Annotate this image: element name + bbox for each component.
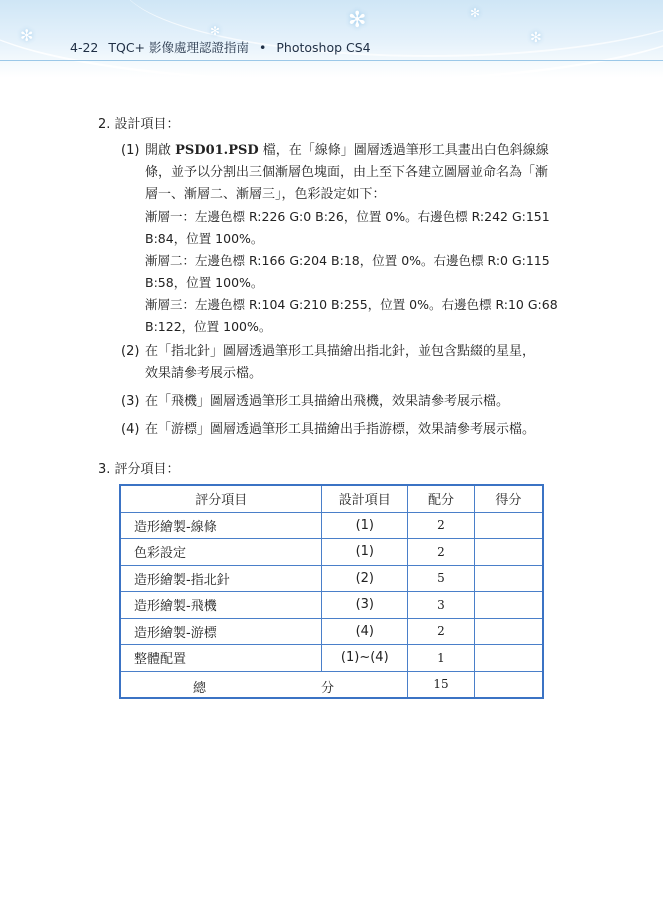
gradient-spec: B:84，位置 100%。: [145, 231, 264, 246]
column-header: 得分: [474, 485, 543, 512]
file-name: PSD01.PSD: [175, 143, 259, 158]
item-text: 條，並予以分割出三個漸層色塊面，由上至下各建立圖層並命名為「漸: [145, 165, 549, 180]
table-row: [120, 512, 543, 539]
design-ref: (4): [322, 618, 408, 645]
score-cell: [474, 592, 543, 619]
sparkle-icon: ✻: [20, 26, 34, 45]
gradient-spec: B:122，位置 100%。: [145, 319, 272, 334]
score-cell: [474, 539, 543, 566]
total-label-char: 總: [193, 680, 207, 696]
scoring-item: 造形繪製-指北針: [120, 565, 322, 592]
sparkle-icon: ✻: [348, 8, 367, 33]
points: 2: [408, 539, 475, 566]
table-row: [120, 645, 543, 672]
item-number: (3): [121, 394, 140, 409]
score-cell: [474, 512, 543, 539]
score-cell: [474, 618, 543, 645]
gradient-spec: 漸層二：左邊色標 R:166 G:204 B:18，位置 0%。右邊色標 R:0 G:115: [145, 253, 550, 268]
book-title: TQC+ 影像處理認證指南: [108, 40, 250, 55]
item-3: [121, 391, 581, 413]
item-text: 開啟: [145, 143, 176, 158]
points: 3: [408, 592, 475, 619]
page-number: 4-22: [70, 40, 99, 55]
item-text: 效果請參考展示檔。: [145, 366, 263, 381]
section-2-title: 2. 設計項目：: [98, 117, 180, 132]
scoring-item: 造形繪製-線條: [120, 512, 322, 539]
design-ref: (1)~(4): [322, 645, 408, 672]
header-bullet: •: [259, 40, 267, 55]
item-1: [121, 140, 581, 338]
column-header: 設計項目: [322, 485, 408, 512]
sparkle-icon: ✻: [530, 30, 542, 46]
item-number: (4): [121, 422, 140, 437]
table-header-row: [120, 485, 543, 512]
sparkle-icon: ✻: [210, 24, 221, 38]
score-cell: [474, 565, 543, 592]
total-points: 15: [408, 671, 475, 698]
points: 2: [408, 512, 475, 539]
design-ref: (1): [322, 512, 408, 539]
running-header: [70, 38, 377, 56]
points: 2: [408, 618, 475, 645]
section-3-title: 3. 評分項目：: [98, 462, 180, 477]
scoring-item: 整體配置: [120, 645, 322, 672]
table-row: [120, 618, 543, 645]
item-text: 層一、漸層二、漸層三」，色彩設定如下：: [145, 187, 386, 202]
item-text: 在「飛機」圖層透過筆形工具描繪出飛機，效果請參考展示檔。: [145, 394, 510, 409]
total-score-cell: [474, 671, 543, 698]
points: 1: [408, 645, 475, 672]
scoring-item: 造形繪製-游標: [120, 618, 322, 645]
scoring-item: 色彩設定: [120, 539, 322, 566]
column-header: 配分: [408, 485, 475, 512]
design-ref: (1): [322, 539, 408, 566]
gradient-spec: 漸層三：左邊色標 R:104 G:210 B:255，位置 0%。右邊色標 R:10 G:68: [145, 297, 558, 312]
table-row: [120, 592, 543, 619]
table-row: [120, 539, 543, 566]
item-text: 檔，在「線條」圖層透過筆形工具畫出白色斜線線: [258, 143, 549, 158]
design-ref: (3): [322, 592, 408, 619]
item-text: 在「指北針」圖層透過筆形工具描繪出指北針，並包含點綴的星星，: [145, 344, 536, 359]
item-number: (1): [121, 143, 140, 158]
item-number: (2): [121, 344, 140, 359]
gradient-spec: B:58，位置 100%。: [145, 275, 264, 290]
item-2: [121, 341, 581, 385]
scoring-table: [119, 484, 544, 699]
table-total-row: [120, 671, 543, 698]
design-ref: (2): [322, 565, 408, 592]
total-label: [120, 671, 408, 698]
item-text: 在「游標」圖層透過筆形工具描繪出手指游標，效果請參考展示檔。: [145, 422, 536, 437]
column-header: 評分項目: [120, 485, 322, 512]
gradient-spec: 漸層一：左邊色標 R:226 G:0 B:26，位置 0%。右邊色標 R:242 G:151: [145, 209, 550, 224]
points: 5: [408, 565, 475, 592]
score-cell: [474, 645, 543, 672]
sparkle-icon: ✻: [470, 6, 481, 20]
product-name: Photoshop CS4: [276, 40, 371, 55]
item-4: [121, 419, 581, 441]
table-row: [120, 565, 543, 592]
total-label-char: 分: [321, 680, 335, 696]
header-rule: [0, 60, 663, 61]
scoring-item: 造形繪製-飛機: [120, 592, 322, 619]
